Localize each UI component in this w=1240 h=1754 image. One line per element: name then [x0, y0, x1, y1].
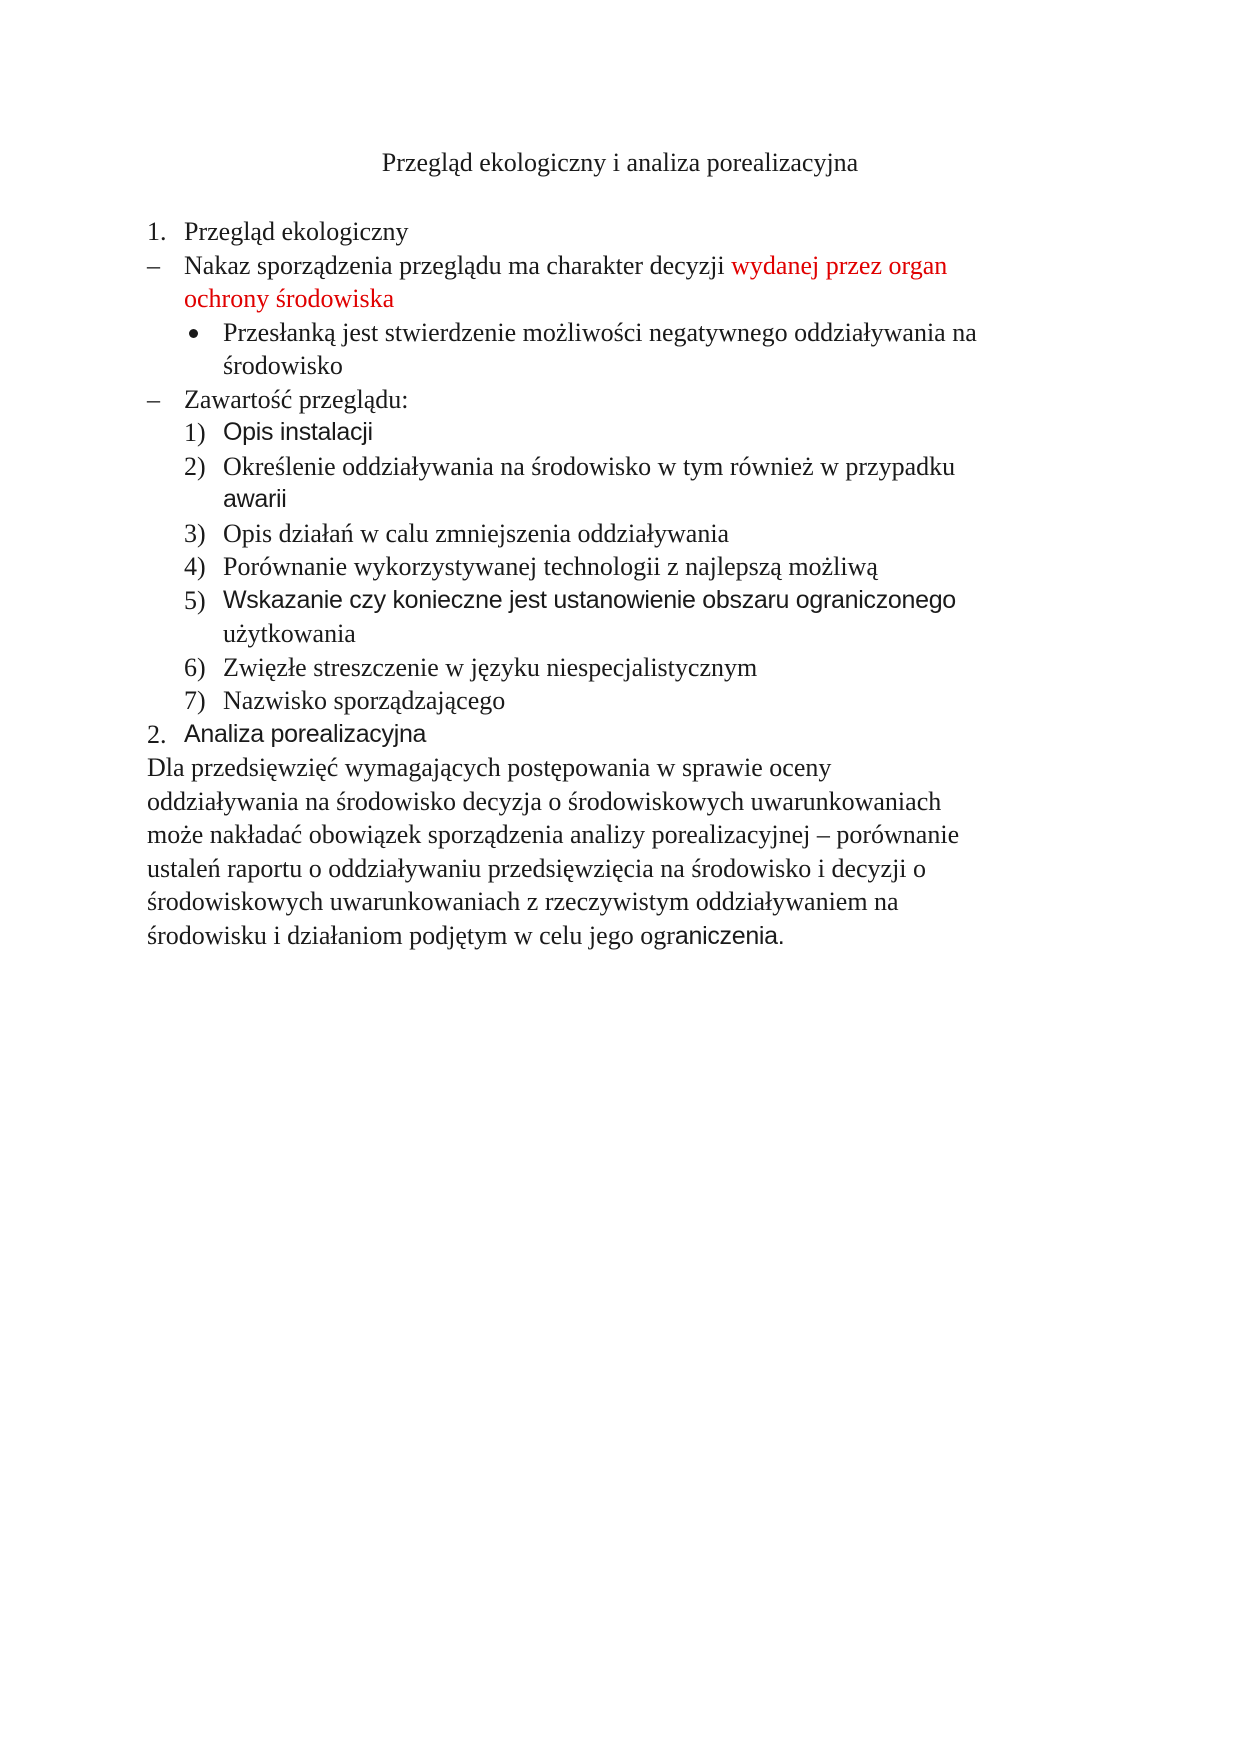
section-2-title: Analiza porealizacyjna	[184, 719, 427, 748]
dash-item-2	[147, 383, 1087, 417]
numbered-list	[147, 416, 1087, 718]
section-2-paragraph	[147, 751, 1087, 953]
section-1-number: 1.	[147, 217, 167, 246]
dash-item-1-continuation	[147, 282, 1087, 316]
list-item-number: 6)	[184, 652, 206, 682]
list-item-text: Nazwisko sporządzającego	[223, 686, 506, 715]
list-item	[147, 517, 1087, 551]
section-2-number: 2.	[147, 719, 167, 749]
dash-item-1-red-text-line1: wydanej przez organ	[731, 250, 948, 280]
list-item-number: 7)	[184, 686, 206, 715]
list-item-text: Zwięzłe streszczenie w języku niespecjalistycznym	[223, 652, 758, 682]
list-item	[147, 450, 1087, 484]
list-item-text-line2: awarii	[223, 485, 287, 513]
dash-item-1	[147, 249, 1087, 283]
list-item-number: 5)	[184, 585, 206, 615]
document-title: Przegląd ekologiczny i analiza porealizacyjna	[381, 148, 859, 177]
paragraph-line: oddziaływania na środowisko decyzja o środowiskowych uwarunkowaniach	[147, 786, 942, 816]
list-item-text-line2: użytkowania	[223, 619, 356, 648]
list-item	[147, 584, 1087, 618]
list-item	[147, 651, 1087, 685]
paragraph-last-line-end: aniczenia.	[674, 921, 785, 950]
list-item-continuation	[147, 483, 1087, 517]
list-item-number: 4)	[184, 552, 206, 581]
list-item-text: Określenie oddziaływania na środowisko w tym również w przypadku	[223, 451, 956, 481]
paragraph-line: ustaleń raportu o oddziaływaniu przedsięwzięcia na środowisko i decyzji o	[147, 853, 927, 883]
list-item-text: Porównanie wykorzystywanej technologii z najlepszą możliwą	[223, 552, 878, 581]
paragraph-line: środowiskowych uwarunkowaniach z rzeczywistym oddziaływaniem na	[147, 887, 899, 916]
list-item	[147, 684, 1087, 718]
paragraph-line: może nakładać obowiązek sporządzenia analizy porealizacyjnej – porównanie	[147, 820, 960, 849]
section-1-title: Przegląd ekologiczny	[184, 217, 409, 246]
bullet-item-line2: środowisko	[223, 351, 343, 380]
dash-item-1-text: Nakaz sporządzenia przeglądu ma charakter decyzji	[184, 250, 732, 280]
paragraph-last-line	[147, 919, 1087, 954]
paragraph-line: Dla przedsięwzięć wymagających postępowania w sprawie oceny	[147, 753, 832, 782]
dash-marker: –	[147, 250, 160, 280]
bullet-dot-icon	[189, 329, 198, 338]
list-item-number: 2)	[184, 451, 206, 481]
list-item-continuation	[147, 617, 1087, 651]
bullet-item	[147, 316, 1087, 350]
paragraph-last-line-text: środowisku i działaniom podjętym w celu jego ogr	[147, 920, 675, 950]
document-body	[147, 215, 1087, 953]
list-item	[147, 550, 1087, 584]
list-item-number: 1)	[184, 418, 206, 447]
list-item-text: Opis instalacji	[223, 418, 373, 446]
list-item-text: Wskazanie czy konieczne jest ustanowienie obszaru ograniczonego	[223, 585, 956, 614]
list-item	[147, 416, 1087, 450]
dash-marker: –	[147, 384, 160, 414]
dash-item-2-text: Zawartość przeglądu:	[184, 384, 409, 414]
section-2-heading	[147, 718, 1087, 752]
list-item-number: 3)	[184, 518, 206, 548]
dash-item-1-red-text-line2: ochrony środowiska	[184, 284, 395, 313]
bullet-item-continuation	[147, 349, 1087, 383]
list-item-text: Opis działań w calu zmniejszenia oddziaływania	[223, 518, 730, 548]
bullet-item-line1: Przesłanką jest stwierdzenie możliwości negatywnego oddziaływania na	[223, 317, 977, 347]
section-1-heading	[147, 215, 1087, 249]
